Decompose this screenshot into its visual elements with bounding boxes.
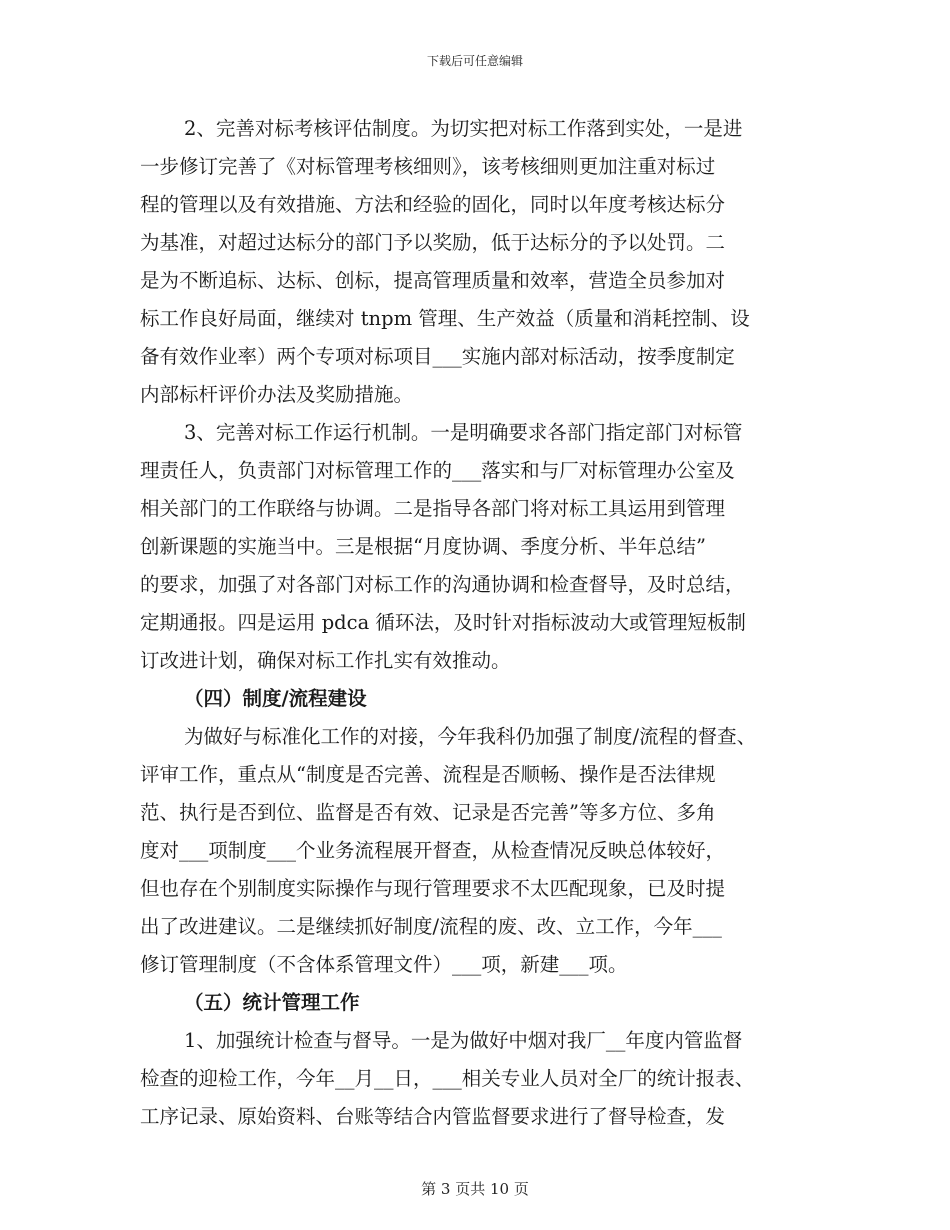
text-line: 为基准，对超过达标分的部门予以奖励，低于达标分的予以处罚。二 <box>140 231 726 254</box>
text-line: 相关部门的工作联络与协调。二是指导各部门将对标工具运用到管理 <box>140 497 726 520</box>
text-line: 的要求，加强了对各部门对标工作的沟通协调和检查督导，及时总结， <box>140 573 745 596</box>
text-line: 标工作良好局面，继续对 tnpm 管理、生产效益（质量和消耗控制、设 <box>140 307 750 330</box>
text-line: 2、完善对标考核评估制度。为切实把对标工作落到实处，一是进 <box>184 117 743 140</box>
text-line: 范、执行是否到位、监督是否有效、记录是否完善”等多方位、多角 <box>140 801 716 824</box>
text-line: 1、加强统计检查与督导。一是为做好中烟对我厂__年度内管监督 <box>184 1029 743 1052</box>
text-line: 工序记录、原始资料、台账等结合内管监督要求进行了督导检查，发 <box>140 1105 726 1128</box>
text-line: 3、完善对标工作运行机制。一是明确要求各部门指定部门对标管 <box>184 421 743 444</box>
text-line: 为做好与标准化工作的对接，今年我科仍加强了制度/流程的督查、 <box>184 725 757 748</box>
text-line: 出了改进建议。二是继续抓好制度/流程的废、改、立工作，今年___ <box>140 915 722 938</box>
text-line: 定期通报。四是运用 pdca 循环法，及时针对指标波动大或管理短板制 <box>140 611 746 634</box>
text-line: 程的管理以及有效措施、方法和经验的固化，同时以年度考核达标分 <box>140 193 726 216</box>
text-line: 订改进计划，确保对标工作扎实有效推动。 <box>140 649 511 672</box>
text-line: 一步修订完善了《对标管理考核细则》，该考核细则更加注重对标过 <box>140 155 716 178</box>
text-line: 度对___项制度___个业务流程展开督查，从检查情况反映总体较好， <box>140 839 726 862</box>
text-line: 修订管理制度（不含体系管理文件）___项，新建___项。 <box>140 953 628 976</box>
document-body <box>140 110 820 1136</box>
text-line: 备有效作业率）两个专项对标项目___实施内部对标活动，按季度制定 <box>140 345 735 368</box>
page-footer: 第 3 页共 10 页 <box>421 1180 529 1198</box>
text-line: 创新课题的实施当中。三是根据“月度协调、季度分析、半年总结” <box>140 535 706 558</box>
section-heading: （四）制度/流程建设 <box>184 687 367 710</box>
text-line: 但也存在个别制度实际操作与现行管理要求不太匹配现象，已及时提 <box>140 877 726 900</box>
text-line: 检查的迎检工作，今年__月__日，___相关专业人员对全厂的统计报表、 <box>140 1067 755 1090</box>
text-line: 评审工作，重点从“制度是否完善、流程是否顺畅、操作是否法律规 <box>140 763 716 786</box>
text-line: 内部标杆评价办法及奖励措施。 <box>140 383 414 406</box>
text-line: 是为不断追标、达标、创标，提高管理质量和效率，营造全员参加对 <box>140 269 726 292</box>
page-header: 下载后可任意编辑 <box>426 54 523 68</box>
text-line: 理责任人，负责部门对标管理工作的___落实和与厂对标管理办公室及 <box>140 459 735 482</box>
section-heading: （五）统计管理工作 <box>184 991 360 1014</box>
